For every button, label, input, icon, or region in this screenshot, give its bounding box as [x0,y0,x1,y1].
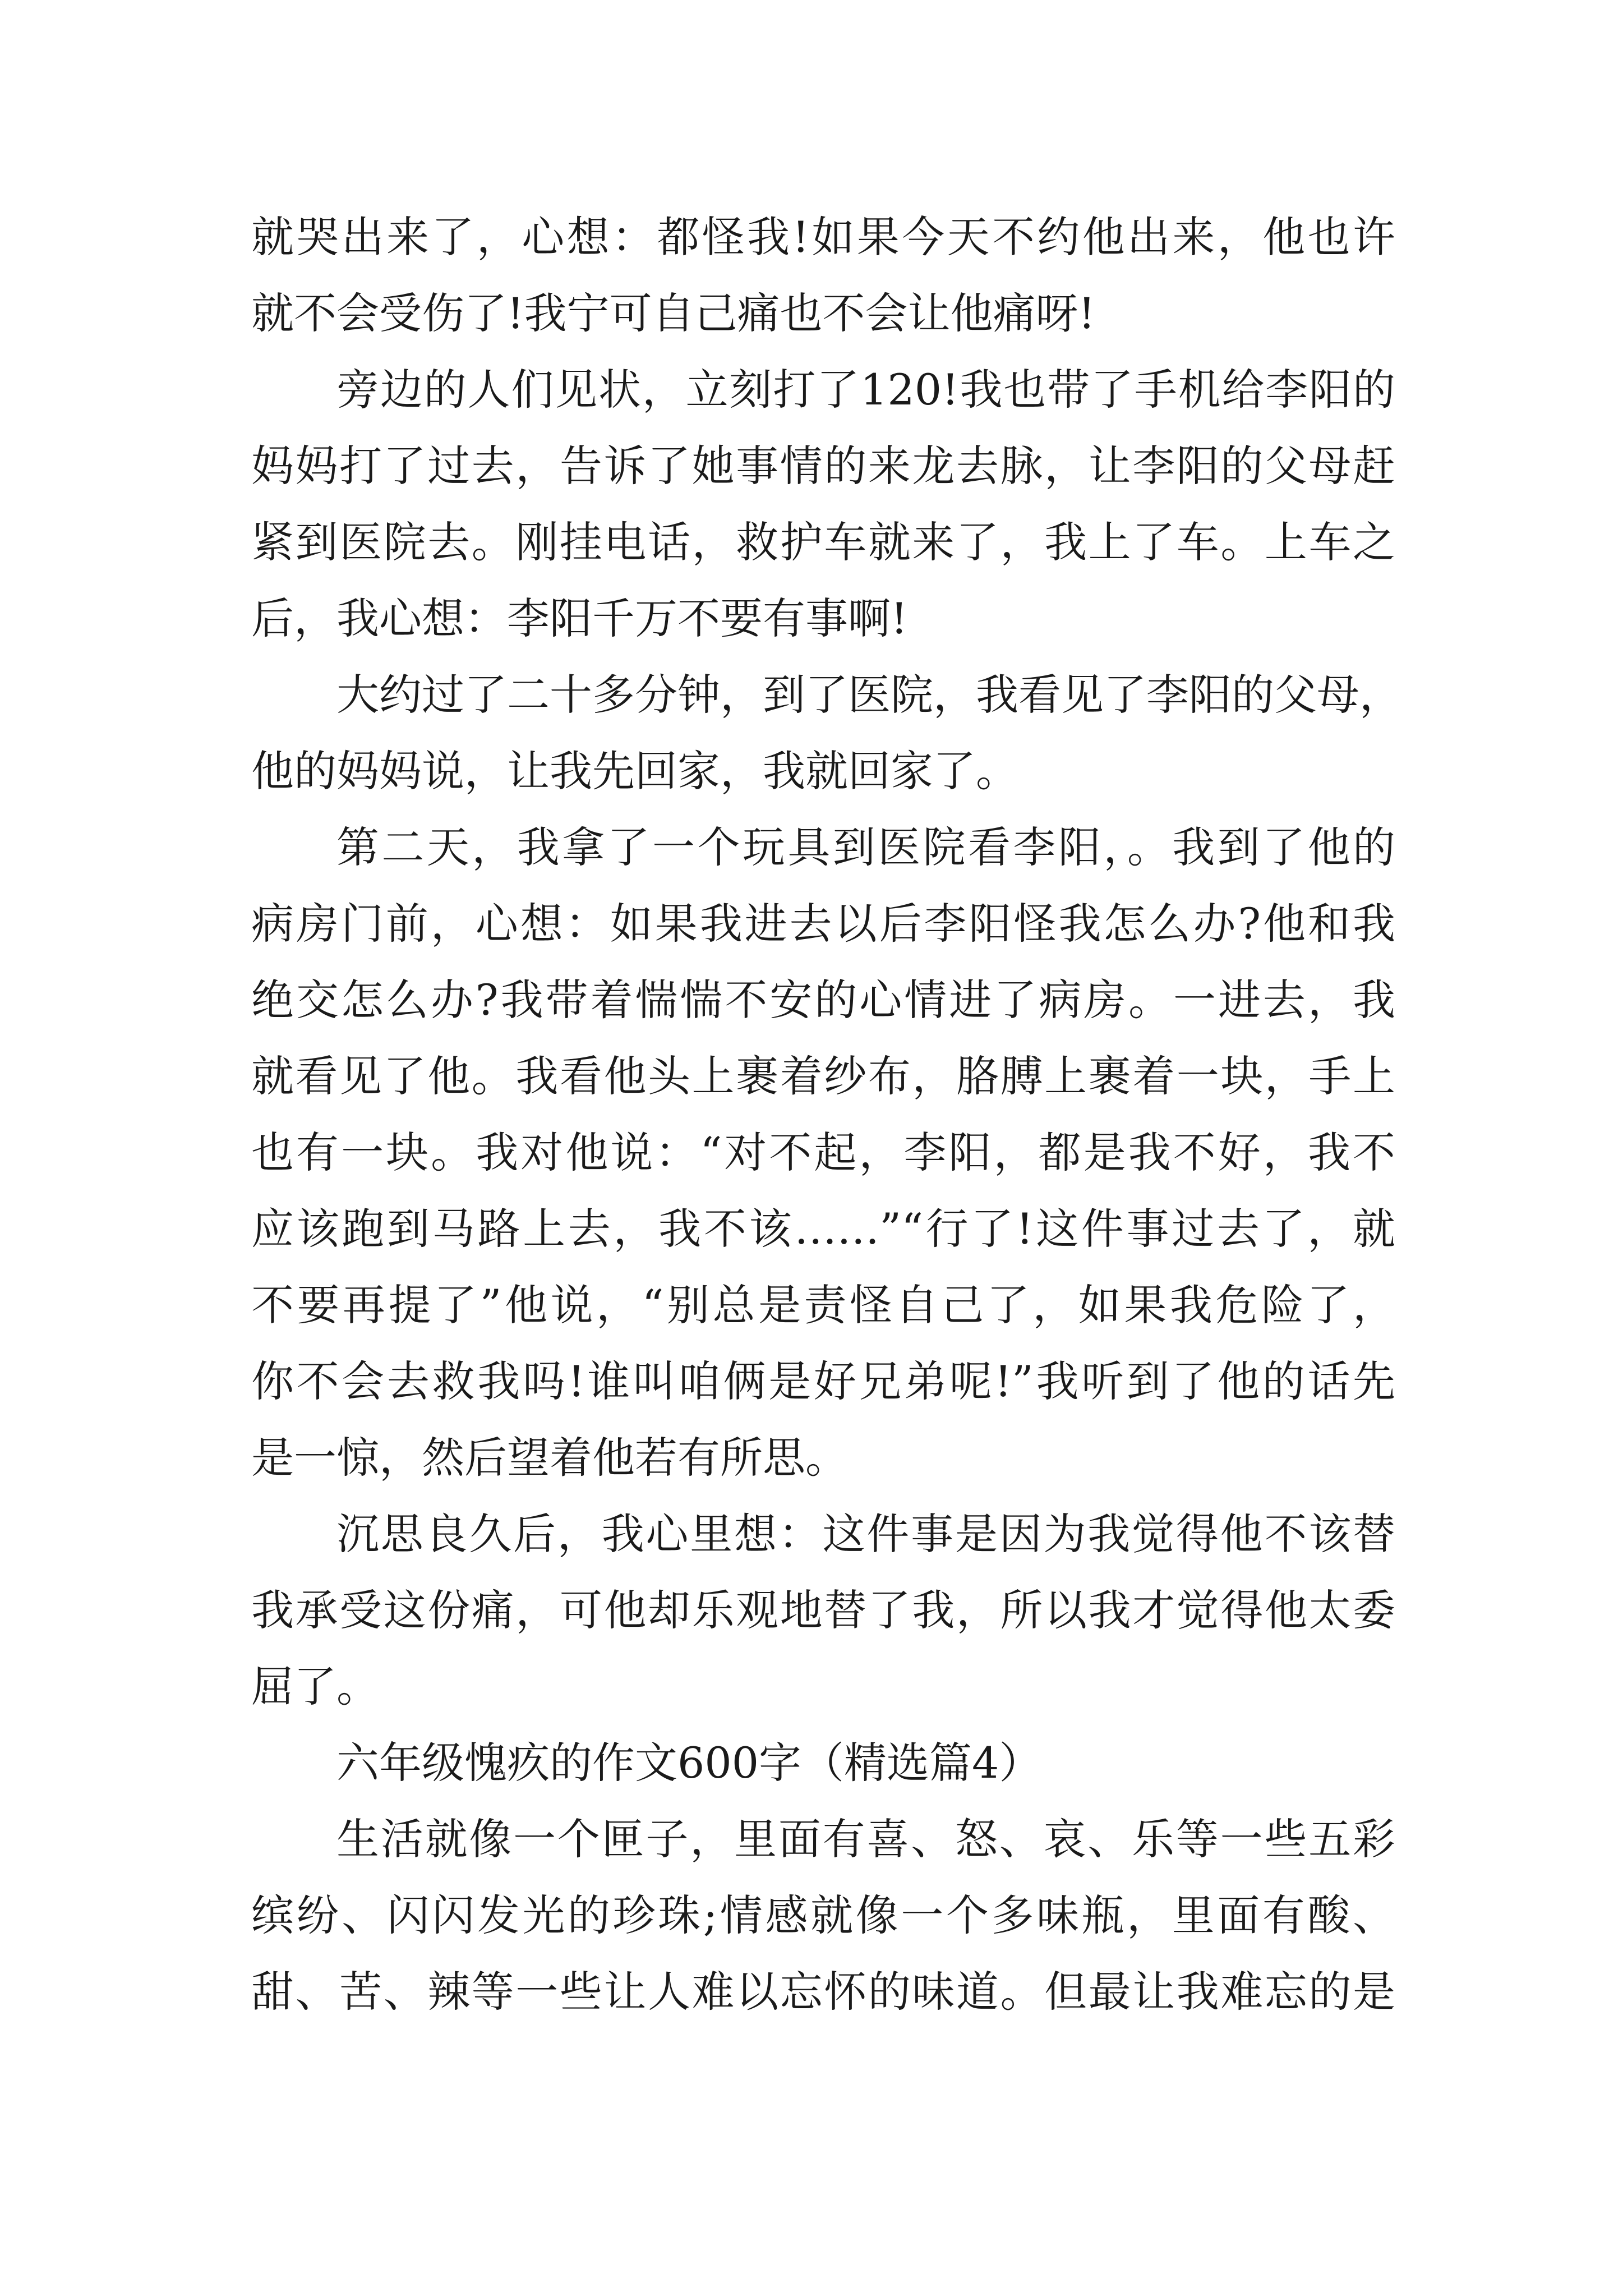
text-line: 应该跑到马路上去，我不该……”“行了!这件事过去了，就 [251,1204,1395,1254]
text-line: 是一惊，然后望着他若有所思。 [251,1433,848,1483]
section-heading: 六年级愧疚的作文600字（精选篇4） [336,1738,1042,1788]
text-line: 甜、苦、辣等一些让人难以忘怀的味道。但最让我难忘的是 [251,1967,1395,2017]
text-line: 病房门前，心想：如果我进去以后李阳怪我怎么办?他和我 [251,899,1395,949]
text-line: 也有一块。我对他说：“对不起，李阳，都是我不好，我不 [251,1128,1395,1177]
text-line: 你不会去救我吗!谁叫咱俩是好兄弟呢!”我听到了他的话先 [251,1356,1395,1406]
text-line: 就看见了他。我看他头上裹着纱布，胳膊上裹着一块，手上 [251,1051,1395,1101]
text-line: 生活就像一个匣子，里面有喜、怒、哀、乐等一些五彩 [336,1814,1395,1864]
text-line: 我承受这份痛，可他却乐观地替了我，所以我才觉得他太委 [251,1585,1395,1635]
text-line: 绝交怎么办?我带着惴惴不安的心情进了病房。一进去，我 [251,975,1395,1025]
text-line: 第二天，我拿了一个玩具到医院看李阳，。我到了他的 [336,822,1395,872]
text-line: 就哭出来了，心想：都怪我!如果今天不约他出来，他也许 [251,212,1395,262]
text-line: 他的妈妈说，让我先回家，我就回家了。 [251,746,1018,796]
text-line: 大约过了二十多分钟，到了医院，我看见了李阳的父母， [336,670,1402,720]
text-line: 沉思良久后，我心里想：这件事是因为我觉得他不该替 [336,1509,1395,1559]
text-line: 就不会受伤了!我宁可自己痛也不会让他痛呀! [251,288,1096,338]
text-line: 妈妈打了过去，告诉了她事情的来龙去脉，让李阳的父母赶 [251,441,1395,491]
text-line: 旁边的人们见状，立刻打了120!我也带了手机给李阳的 [336,365,1395,415]
text-line: 屈了。 [251,1662,379,1711]
text-line: 不要再提了”他说，“别总是责怪自己了，如果我危险了， [251,1280,1395,1330]
text-line: 后，我心想：李阳千万不要有事啊! [251,593,908,643]
text-line: 紧到医院去。刚挂电话，救护车就来了，我上了车。上车之 [251,517,1395,567]
text-line: 缤纷、闪闪发光的珍珠;情感就像一个多味瓶，里面有酸、 [251,1890,1395,1940]
